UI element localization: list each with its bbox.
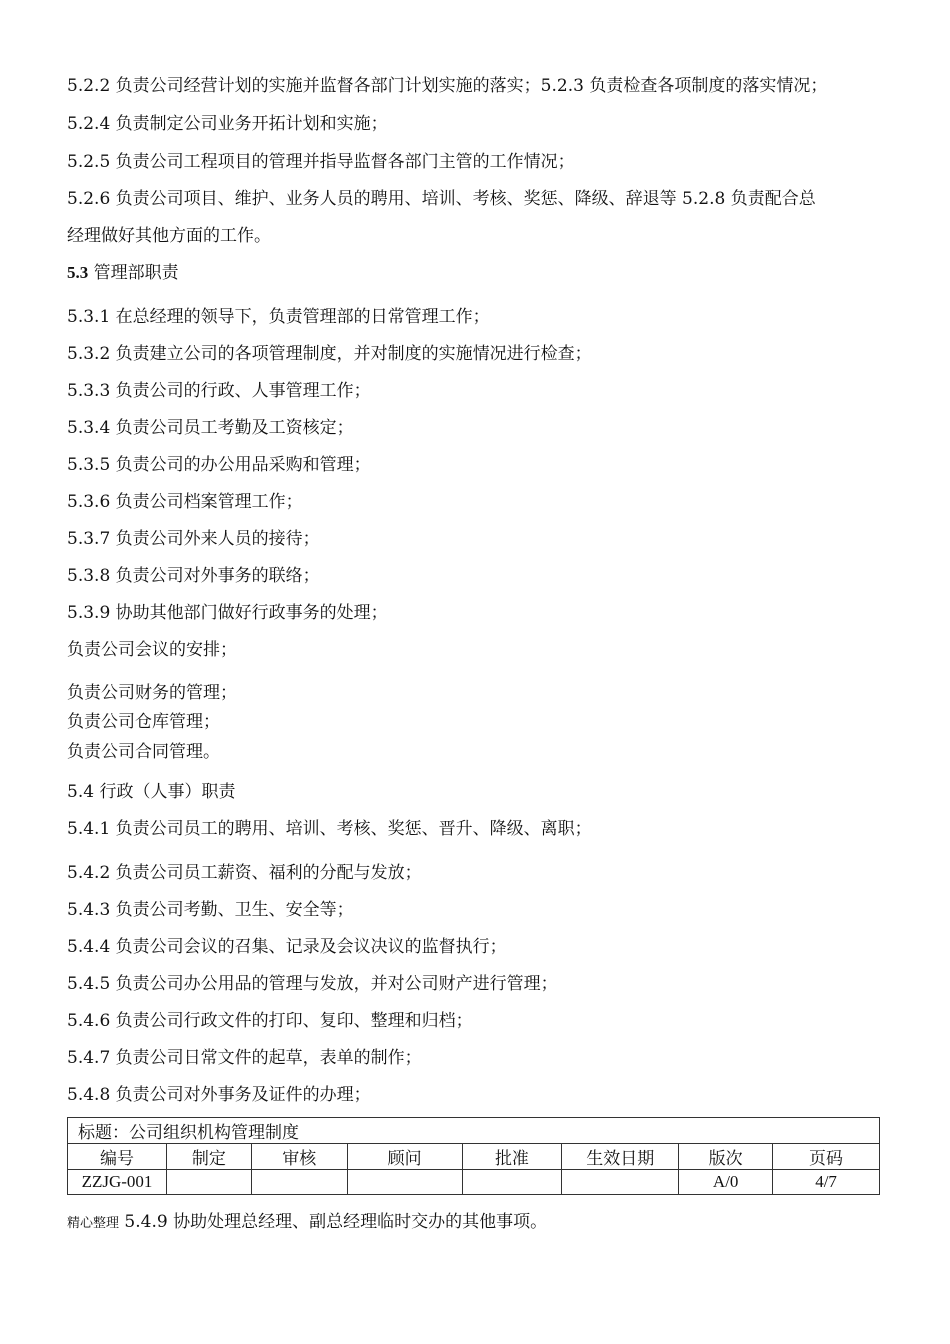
text-line: 5.4.3 负责公司考勤、卫生、安全等； xyxy=(67,900,354,920)
text-line: 负责公司会议的安排； xyxy=(67,640,237,660)
text-line: 负责公司仓库管理； xyxy=(67,712,220,732)
text-line: 5.4.1 负责公司员工的聘用、培训、考核、奖惩、晋升、降级、离职； xyxy=(67,819,592,839)
text-line: 5.4.4 负责公司会议的召集、记录及会议决议的监督执行； xyxy=(67,937,507,957)
text-line: 5.3.1 在总经理的领导下，负责管理部的日常管理工作； xyxy=(67,307,490,327)
section-heading-text: 管理部职责 xyxy=(93,263,179,283)
meta-value-cell xyxy=(166,1170,251,1195)
meta-value-cell: A/0 xyxy=(679,1170,773,1195)
text-line: 5.2.4 负责制定公司业务开拓计划和实施； xyxy=(67,114,388,134)
meta-value-cell xyxy=(562,1170,679,1195)
footer-text: 5.4.9 协助处理总经理、副总经理临时交办的其他事项。 xyxy=(124,1212,548,1232)
text-line: 负责公司合同管理。 xyxy=(67,742,220,762)
meta-header-cell: 版次 xyxy=(679,1144,773,1170)
text-line: 5.4.7 负责公司日常文件的起草，表单的制作； xyxy=(67,1048,422,1068)
meta-header-cell: 页码 xyxy=(773,1144,880,1170)
meta-header-cell: 批准 xyxy=(462,1144,562,1170)
text-line: 负责公司财务的管理； xyxy=(67,683,237,703)
section-heading xyxy=(67,262,930,284)
meta-value-cell xyxy=(251,1170,347,1195)
meta-header-cell: 编号 xyxy=(68,1144,167,1170)
text-line: 5.4.2 负责公司员工薪资、福利的分配与发放； xyxy=(67,863,422,883)
text-line: 5.3.3 负责公司的行政、人事管理工作； xyxy=(67,381,371,401)
meta-header-cell: 顾问 xyxy=(347,1144,462,1170)
text-line: 5.3.8 负责公司对外事务的联络； xyxy=(67,566,320,586)
meta-header-cell: 审核 xyxy=(251,1144,347,1170)
text-line: 5.4 行政（人事）职责 xyxy=(67,782,236,802)
text-line: 经理做好其他方面的工作。 xyxy=(67,226,271,246)
text-line: 5.2.5 负责公司工程项目的管理并指导监督各部门主管的工作情况； xyxy=(67,152,575,172)
text-line: 5.4.6 负责公司行政文件的打印、复印、整理和归档； xyxy=(67,1011,473,1031)
text-line: 5.2.2 负责公司经营计划的实施并监督各部门计划实施的落实；5.2.3 负责检查各项制度的落实情况； xyxy=(67,76,828,96)
text-line: 5.4.5 负责公司办公用品的管理与发放，并对公司财产进行管理； xyxy=(67,974,558,994)
meta-value-cell xyxy=(347,1170,462,1195)
meta-header-row xyxy=(68,1144,880,1170)
meta-value-row xyxy=(68,1170,880,1195)
text-line: 5.3.6 负责公司档案管理工作； xyxy=(67,492,303,512)
text-line: 5.2.6 负责公司项目、维护、业务人员的聘用、培训、考核、奖惩、降级、辞退等 5.2.8 负责配合总 xyxy=(67,189,816,209)
meta-value-cell xyxy=(462,1170,562,1195)
text-line: 5.3.5 负责公司的办公用品采购和管理； xyxy=(67,455,371,475)
footer-prefix: 精心整理 xyxy=(67,1216,120,1231)
text-line: 5.3.7 负责公司外来人员的接待； xyxy=(67,529,320,549)
meta-title: 标题：公司组织机构管理制度 xyxy=(68,1118,880,1144)
meta-value-cell: ZZJG-001 xyxy=(68,1170,167,1195)
meta-value-cell: 4/7 xyxy=(773,1170,880,1195)
meta-header-cell: 生效日期 xyxy=(562,1144,679,1170)
text-line: 5.3.2 负责建立公司的各项管理制度，并对制度的实施情况进行检查； xyxy=(67,344,592,364)
section-heading-number: 5.3 xyxy=(67,263,89,282)
text-line: 5.3.9 协助其他部门做好行政事务的处理； xyxy=(67,603,388,623)
text-line: 5.3.4 负责公司员工考勤及工资核定； xyxy=(67,418,354,438)
document-meta-table xyxy=(67,1117,880,1195)
text-line: 5.4.8 负责公司对外事务及证件的办理； xyxy=(67,1085,371,1105)
meta-header-cell: 制定 xyxy=(166,1144,251,1170)
footer-line xyxy=(67,1207,547,1232)
